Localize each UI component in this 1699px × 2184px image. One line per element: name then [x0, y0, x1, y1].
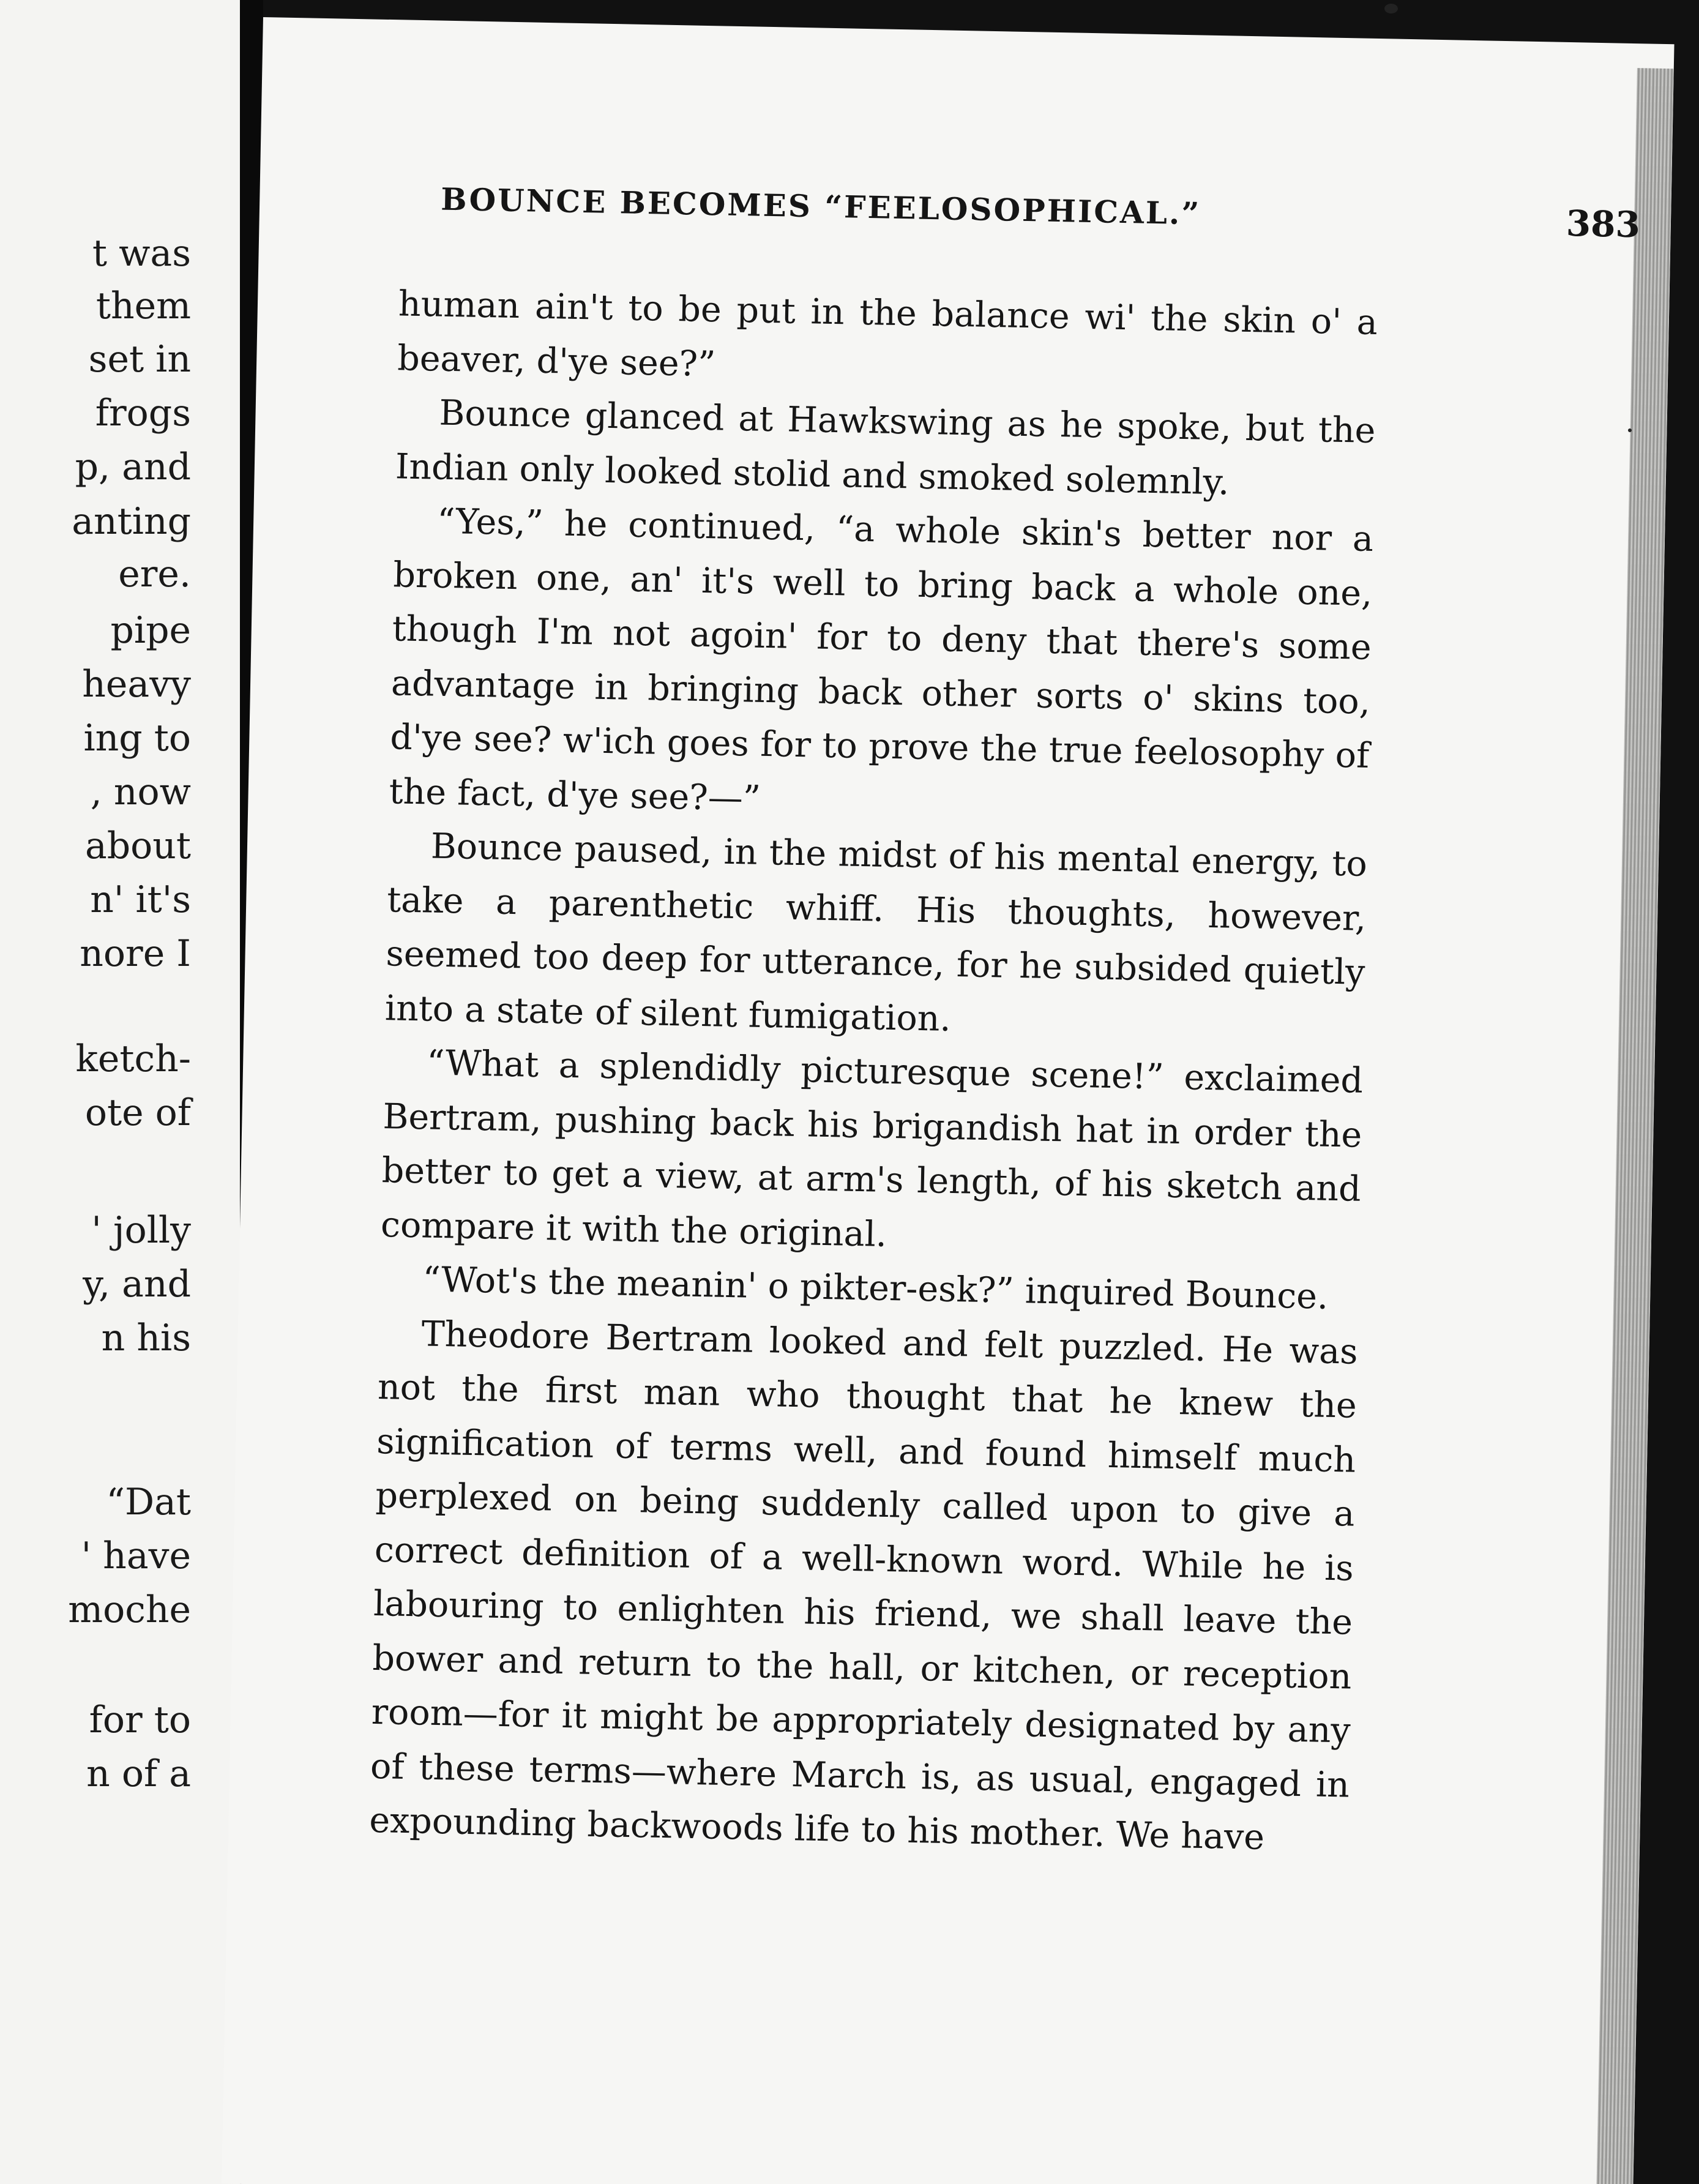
page-edge-shading: [1596, 68, 1674, 2184]
scan-speck: [1628, 428, 1632, 432]
left-page-line: ote of: [84, 1091, 191, 1134]
scan-speck: [1384, 4, 1398, 13]
left-page-line: for to: [89, 1699, 191, 1741]
left-page-line: t was: [92, 232, 191, 275]
left-page-line: “Dat: [106, 1481, 191, 1524]
running-head: [440, 181, 1641, 246]
right-page: [222, 17, 1675, 2184]
paragraph: Theodore Bertram looked and felt puzzled. He was not the first man who thought that he knew the signification of terms well, and found himself much perplexed on being suddenly called upon to give a correct definition of a well-known word. While he is labouring to enlighten his friend, we shall leave the bower and return to the hall, or kitchen, or reception room—for it might be appropriately designated by any of these terms—where March is, as usual, engaged in expounding backwoods life to his mother. We have: [368, 1313, 1359, 1858]
paragraph: Bounce glanced at Hawkswing as he spoke, but the Indian only looked stolid and smoked solemnly.: [395, 392, 1376, 503]
left-page-line: frogs: [95, 392, 191, 435]
left-page-line: , now: [90, 771, 191, 813]
left-page-line: anting: [72, 500, 191, 543]
left-page-line: set in: [88, 338, 191, 381]
left-page-line: ' jolly: [91, 1209, 191, 1252]
left-page-line: ing to: [83, 717, 191, 760]
running-head-title: BOUNCE BECOMES “FEELOSOPHICAL.”: [440, 181, 1201, 232]
left-page-line: n his: [101, 1317, 191, 1359]
left-page-line: about: [84, 825, 191, 867]
body-text: [369, 277, 1378, 1866]
paragraph: “What a splendidly picturesque scene!” exclaimed Bertram, pushing back his brigandish hat in order the better to get a view, at arm's length, of his sketch and compare it with the original.: [380, 1042, 1364, 1255]
left-page-line: nore I: [80, 932, 191, 975]
page-number: 383: [1566, 202, 1641, 246]
left-facing-page: [0, 0, 240, 2184]
left-page-line: ' have: [81, 1535, 191, 1577]
paragraph: “Wot's the meanin' o pikter-esk?” inquired Bounce.: [422, 1259, 1329, 1317]
left-page-line: heavy: [82, 663, 191, 706]
paragraph: “Yes,” he continued, “a whole skin's better nor a broken one, an' it's well to bring back a whole one, though I'm not agoin' for to deny that there's some advantage in bringing back other sorts o' skins too, d'ye see? w'ich goes for to prove the true feelosophy of the fact, d'ye see?—”: [389, 501, 1374, 819]
left-page-line: moche: [68, 1588, 191, 1631]
left-page-line: n of a: [86, 1752, 191, 1795]
left-page-line: ere.: [118, 553, 191, 596]
left-page-line: ketch-: [75, 1038, 191, 1080]
left-page-line: them: [95, 285, 191, 327]
paragraph: human ain't to be put in the balance wi' the skin o' a beaver, d'ye see?”: [397, 283, 1378, 384]
left-page-line: pipe: [110, 609, 191, 652]
left-page-line: n' it's: [90, 878, 191, 921]
paragraph: Bounce paused, in the midst of his mental energy, to take a parenthetic whiff. His thoughts, however, seemed too deep for utterance, for he subsided quietly into a state of silent fumigation.: [384, 826, 1368, 1039]
left-page-line: y, and: [83, 1263, 191, 1306]
left-page-line: p, and: [75, 446, 191, 488]
